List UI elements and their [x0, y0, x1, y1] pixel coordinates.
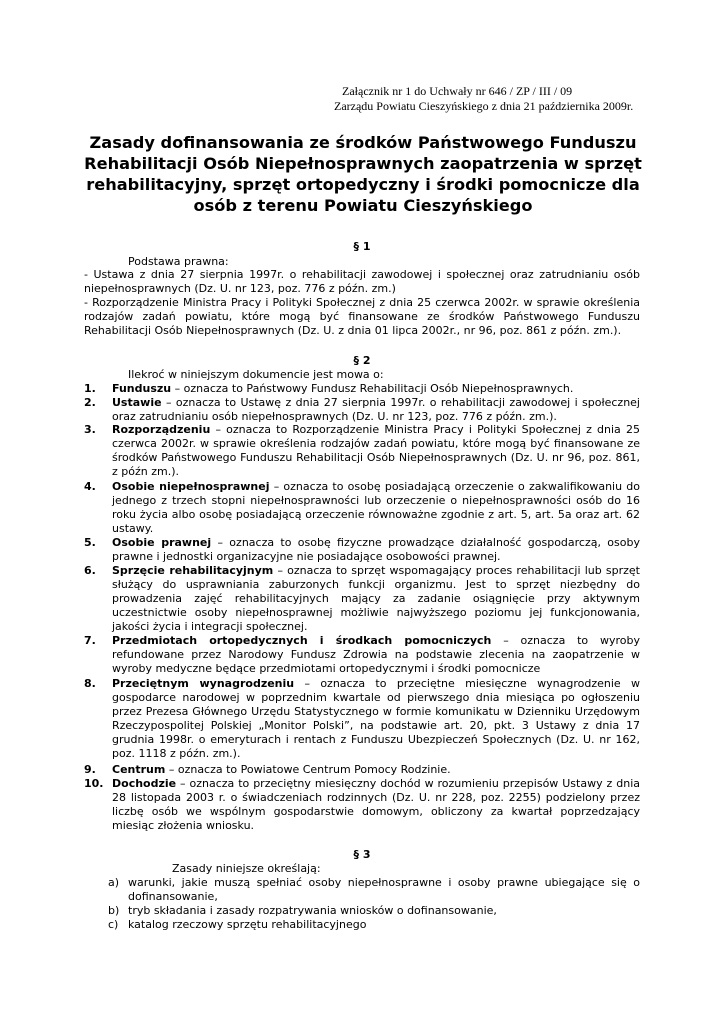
definition-item [84, 382, 640, 396]
scope-item-letter: a) [108, 876, 120, 889]
section-1-legal-basis-2: - Rozporządzenie Ministra Pracy i Polityki Społecznej z dnia 25 czerwca 2002r. w sprawie określenia rodzajów zadań powiatu, które mogą być finansowane ze środków Państwowego Funduszu Rehabilitacji Osób Niepełnosprawnych (Dz. U. z dnia 01 lipca 2002r., nr 96, poz. 861 z późn. zm.). [84, 296, 640, 337]
definition-term: Dochodzie [112, 777, 177, 790]
attachment-header-line2: Zarządu Powiatu Cieszyńskiego z dnia 21 października 2009r. [334, 99, 634, 113]
section-1-intro: Podstawa prawna: [128, 255, 229, 268]
scope-item-letter: b) [108, 904, 120, 917]
definition-term: Sprzęcie rehabilitacyjnym [112, 564, 274, 577]
scope-list-item [108, 904, 640, 918]
definition-item [84, 634, 640, 676]
definition-text: – oznacza to przeciętny miesięczny dochód w rozumieniu przepisów Ustawy z dnia 28 listopada 2003 r. o świadczeniach rodzinnych (Dz. U. nr 228, poz. 2255) podzielony przez liczbę osób we wspólnym gospodarstwie domowym, obliczony za kwartał poprzedzający miesiąc złożenia wniosku. [112, 777, 640, 832]
definition-number: 8. [84, 677, 96, 690]
definition-number: 5. [84, 536, 96, 549]
definition-number: 4. [84, 480, 96, 493]
definition-term: Przeciętnym wynagrodzeniu [112, 677, 295, 690]
definition-item [84, 763, 640, 777]
scope-list-item [108, 876, 640, 904]
definition-item [84, 564, 640, 634]
definition-number: 9. [84, 763, 96, 776]
definition-text: – oznacza to przeciętne miesięczne wynagrodzenie w gospodarce narodowej w poprzednim kwartale od pierwszego dnia miesiąca po ogłoszeniu przez Prezesa Głównego Urzędu Statystycznego w formie komunikatu w Dzienniku Urzędowym Rzeczypospolitej Polskiej „Monitor Polski”, na podstawie art. 20, pkt. 3 Ustawy z dnia 17 grudnia 1998r. o emeryturach i rentach z Funduszu Ubezpieczeń Społecznych (Dz. U. nr 162, poz. 1118 z późn. zm.). [112, 677, 641, 760]
definition-number: 1. [84, 382, 96, 395]
section-1-legal-basis-1: - Ustawa z dnia 27 sierpnia 1997r. o rehabilitacji zawodowej i społecznej oraz zatrudnianiu osób niepełnosprawnych (Dz. U. nr 123, poz. 776 z późn. zm.) [84, 268, 640, 295]
definition-text: – oznacza to Ustawę z dnia 27 sierpnia 1997r. o rehabilitacji zawodowej i społecznej oraz zatrudnianiu osób niepełnosprawnych (Dz. U. nr 123, poz. 776 z późn. zm.). [112, 396, 640, 423]
scope-list-item [108, 918, 640, 932]
definition-text: – oznacza to wyroby refundowane przez Narodowy Fundusz Zdrowia na podstawie zlecenia na zaopatrzenie w wyroby medyczne będące przedmiotami ortopedycznymi i środki pomocnicze [112, 634, 640, 675]
definition-number: 10. [84, 777, 104, 790]
definition-term: Centrum [112, 763, 166, 776]
definition-number: 2. [84, 396, 96, 409]
definition-number: 7. [84, 634, 96, 647]
scope-item-letter: c) [108, 918, 119, 931]
scope-item-text: katalog rzeczowy sprzętu rehabilitacyjnego [128, 918, 367, 931]
definition-term: Przedmiotach ortopedycznych i środkach pomocniczych [112, 634, 492, 647]
definition-text: – oznacza to osobę fizyczne prowadzące działalność gospodarczą, osoby prawne i jednostki organizacyjne nie posiadające osobowości prawnej. [112, 536, 640, 563]
scope-item-text: warunki, jakie muszą spełniać osoby niepełnosprawne i osoby prawne ubiegające się o dofinansowanie, [128, 876, 640, 903]
definition-text: – oznacza to osobę posiadającą orzeczenie o zakwalifikowaniu do jednego z trzech stopni niepełnosprawności lub orzeczenie o niepełnosprawności osób do 16 roku życia albo osobę posiadającą orzeczenie równoważne zgodnie z art. 5, art. 5a oraz art. 62 ustawy. [112, 480, 641, 535]
definition-item [84, 677, 640, 761]
definition-term: Ustawie [112, 396, 162, 409]
definition-text: – oznacza to Państwowy Fundusz Rehabilitacji Osób Niepełnosprawnych. [171, 382, 574, 395]
definition-item [84, 396, 640, 424]
definition-item [84, 480, 640, 536]
definition-text: – oznacza to Rozporządzenie Ministra Pracy i Polityki Społecznej z dnia 25 czerwca 2002r. w sprawie określenia rodzajów zadań powiatu, które mogą być finansowane ze środków Państwowego Funduszu Rehabilitacji Osób Niepełnosprawnych (Dz. U. nr 96, poz. 861, z późn zm.). [112, 423, 640, 478]
definition-term: Funduszu [112, 382, 172, 395]
definition-term: Osobie niepełnosprawnej [112, 480, 270, 493]
definition-text: – oznacza to sprzęt wspomagający proces rehabilitacji lub sprzęt służący do usprawniania zaburzonych funkcji organizmu. Jest to sprzęt niezbędny do prowadzenia zajęć rehabilitacyjnych mający za zadanie osiągnięcie przy aktywnym uczestnictwie osoby niepełnosprawnej możliwie najwyższego poziomu jej funkcjonowania, jakości życia i integracji społecznej. [112, 564, 640, 633]
document-title: Zasady dofinansowania ze środków Państwowego Funduszu Rehabilitacji Osób Niepełnosprawnych zaopatrzenia w sprzęt rehabilitacyjny, sprzęt ortopedyczny i środki pomocnicze dla osób z terenu Powiatu Cieszyńskiego [84, 133, 642, 215]
definition-number: 6. [84, 564, 96, 577]
section-1-mark: § 1 [353, 240, 371, 253]
scope-item-text: tryb składania i zasady rozpatrywania wniosków o dofinansowanie, [128, 904, 497, 917]
definition-item [84, 423, 640, 479]
definition-number: 3. [84, 423, 96, 436]
definition-item [84, 777, 640, 833]
section-2-mark: § 2 [353, 354, 371, 367]
section-2-intro: Ilekroć w niniejszym dokumencie jest mowa o: [128, 368, 384, 381]
attachment-header-line1: Załącznik nr 1 do Uchwały nr 646 / ZP / III / 09 [342, 84, 573, 98]
section-3-intro: Zasady niniejsze określają: [172, 862, 321, 875]
definition-text: – oznacza to Powiatowe Centrum Pomocy Rodzinie. [165, 763, 451, 776]
definition-term: Osobie prawnej [112, 536, 212, 549]
section-3-mark: § 3 [353, 848, 371, 861]
definition-item [84, 536, 640, 564]
definition-term: Rozporządzeniu [112, 423, 211, 436]
